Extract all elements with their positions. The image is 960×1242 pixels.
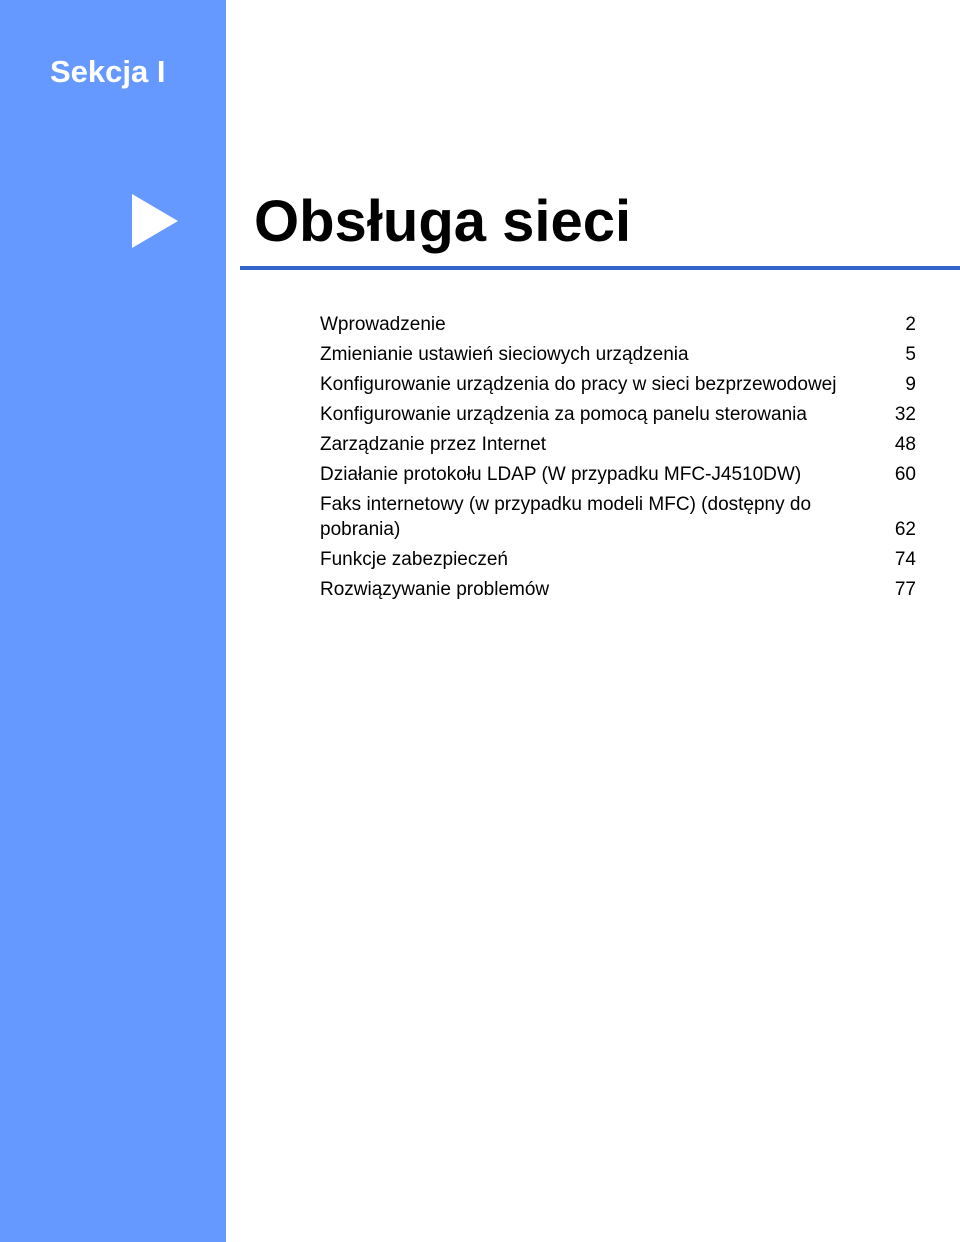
toc-entry-security[interactable]: [320, 545, 916, 575]
toc-entry-title[interactable]: Zarządzanie przez Internet: [320, 434, 547, 455]
toc-entry-web-management[interactable]: [320, 430, 916, 460]
toc-entry-page: 62: [894, 519, 916, 540]
toc-entry-troubleshooting[interactable]: [320, 575, 916, 605]
toc-entry-page: 32: [894, 404, 916, 425]
toc-entry-title[interactable]: Konfigurowanie urządzenia za pomocą panelu sterowania: [320, 404, 807, 425]
toc-entry-network-settings[interactable]: [320, 340, 916, 370]
toc-entry-title[interactable]: Faks internetowy (w przypadku modeli MFC) (dostępny do pobrania): [320, 494, 812, 540]
toc-entry-wireless-setup[interactable]: [320, 370, 916, 400]
toc-entry-page: 48: [894, 434, 916, 455]
toc-entry-page: 74: [894, 549, 916, 570]
toc-entry-page: 77: [894, 579, 916, 600]
table-of-contents: [320, 310, 916, 605]
triangle-right-icon: [132, 194, 178, 248]
toc-entry-page: 2: [905, 314, 916, 335]
toc-entry-title[interactable]: Zmienianie ustawień sieciowych urządzenia: [320, 344, 689, 365]
toc-entry-title[interactable]: Rozwiązywanie problemów: [320, 579, 550, 600]
section-label: Sekcja I: [50, 54, 166, 89]
toc-entry-page: 9: [905, 374, 916, 395]
toc-entry-control-panel-setup[interactable]: [320, 400, 916, 430]
toc-entry-introduction[interactable]: [320, 310, 916, 340]
toc-entry-title[interactable]: Konfigurowanie urządzenia do pracy w sieci bezprzewodowej: [320, 374, 837, 395]
toc-entry-page: 5: [905, 344, 916, 365]
toc-entry-page: 60: [894, 464, 916, 485]
toc-entry-ldap[interactable]: [320, 460, 916, 490]
title-divider: [240, 266, 960, 270]
toc-entry-title[interactable]: Wprowadzenie: [320, 314, 446, 335]
toc-entry-internet-fax[interactable]: [320, 490, 916, 545]
toc-entry-title[interactable]: Działanie protokołu LDAP (W przypadku MFC-J4510DW): [320, 464, 802, 485]
section-sidebar: [0, 0, 226, 1242]
chapter-title: Obsługa sieci: [254, 189, 632, 254]
toc-entry-title[interactable]: Funkcje zabezpieczeń: [320, 549, 508, 570]
